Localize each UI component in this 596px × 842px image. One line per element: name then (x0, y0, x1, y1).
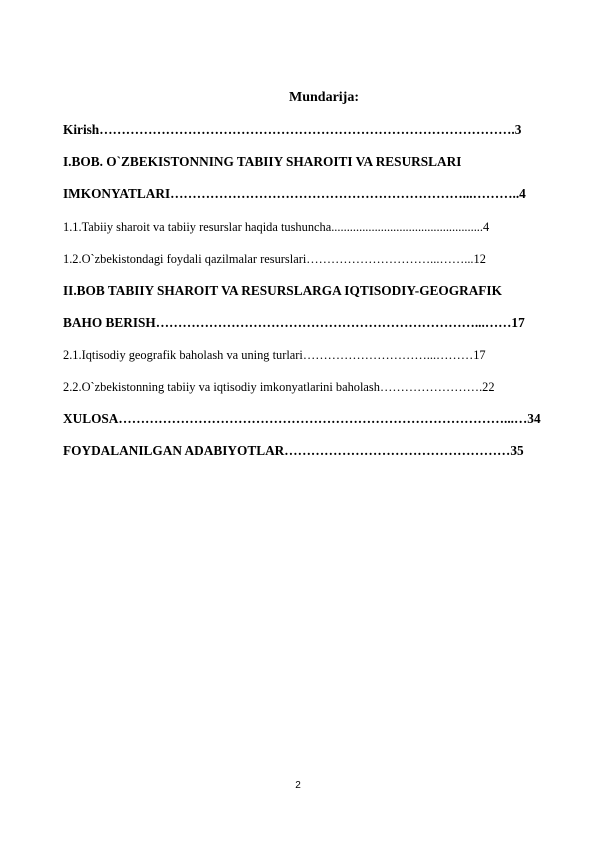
toc-entry-chapter-2-title: II.BOB TABIIY SHAROIT VA RESURSLARGA IQTISODIY-GEOGRAFIK (63, 283, 502, 298)
page-number: 2 (295, 780, 301, 791)
toc-entry-chapter-1-title-cont: IMKONYATLARI…………………………………………………………...………..4 (63, 186, 526, 201)
toc-entry-section-1-1: 1.1.Tabiiy sharoit va tabiiy resurslar haqida tushuncha.................................................4 (63, 220, 490, 234)
toc-entry-chapter-2-title-cont: BAHO BERISH………………………………………………………………...……17 (63, 315, 525, 330)
toc-entry-section-1-2: 1.2.O`zbekistondagi foydali qazilmalar resurslari…………………………...……...12 (63, 252, 486, 266)
toc-entry-kirish: Kirish………………………………………………………………………………….3 (63, 122, 522, 137)
toc-entry-section-2-2: 2.2.O`zbekistonning tabiiy va iqtisodiy imkonyatlarini baholash…………………….22 (63, 380, 495, 394)
toc-entry-adabiyotlar: FOYDALANILGAN ADABIYOTLAR……………………………………………35 (63, 443, 524, 458)
toc-title: Mundarija: (289, 90, 359, 105)
toc-entry-section-2-1: 2.1.Iqtisodiy geografik baholash va uning turlari…………………………...………17 (63, 348, 486, 362)
toc-entry-chapter-1-title: I.BOB. O`ZBEKISTONNING TABIIY SHAROITI VA RESURSLARI (63, 154, 462, 169)
toc-entry-xulosa: XULOSA……………………………………………………………………………...…34 (63, 411, 541, 426)
